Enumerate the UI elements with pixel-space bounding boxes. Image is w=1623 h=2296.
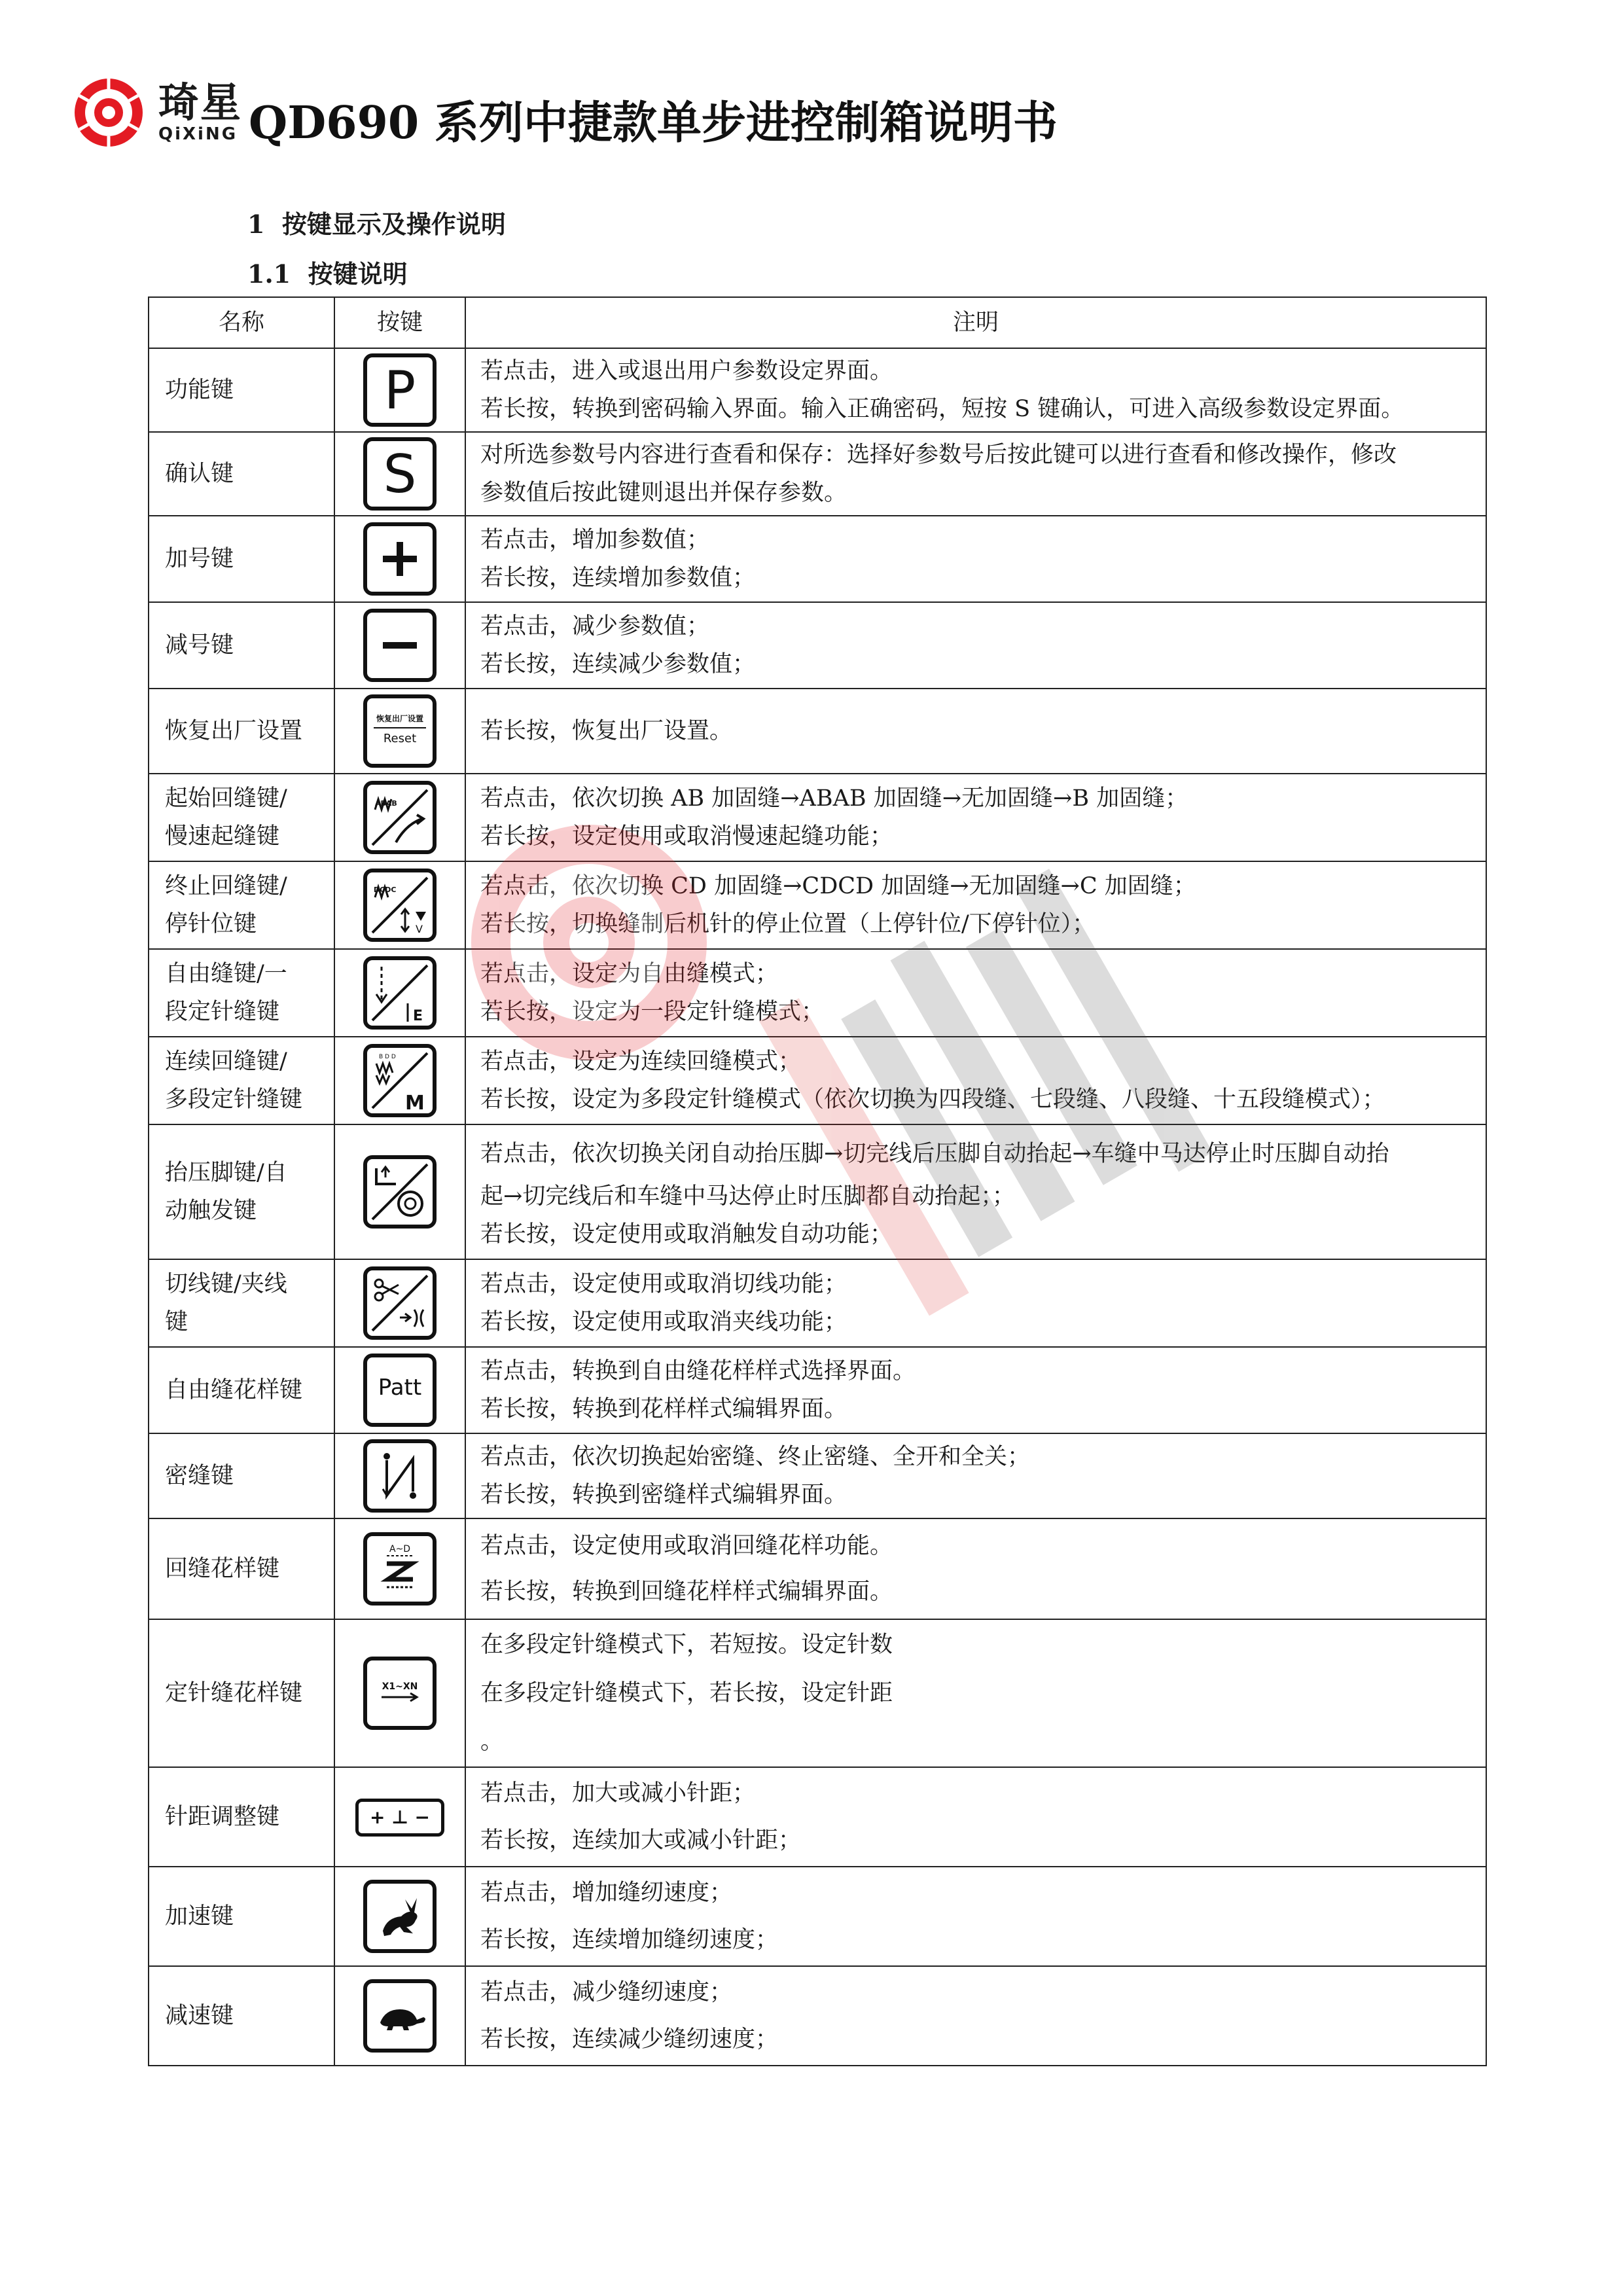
key-name: 自由缝键/一 段定针缝键 [149, 949, 334, 1037]
svg-text:X1~XN: X1~XN [382, 1681, 418, 1692]
table-row: 密缝键 若点击，依次切换起始密缝、终止密缝、全开和全关； 若长按，转换到密缝样式编辑界面。 [149, 1433, 1486, 1518]
column-header-name: 名称 [149, 297, 334, 348]
table-row: 连续回缝键/ 多段定针缝键 B D D M 若点击，设定为连续回缝模式； 若长按，设定为多段定针缝模式（依次切换为四段缝、七段缝、八段缝、十五段缝模式）； [149, 1037, 1486, 1124]
key-name: 针距调整键 [149, 1767, 334, 1867]
turtle-icon [363, 1979, 437, 2053]
pattern-key-icon: Patt [363, 1354, 437, 1427]
key-name: 抬压脚键/自 动触发键 [149, 1124, 334, 1259]
key-name: 密缝键 [149, 1433, 334, 1518]
free-sewing-icon [363, 956, 437, 1030]
table-row: 终止回缝键/ 停针位键 DCDC V 若点击，依次切换 CD 加固缝→CDCD 加固缝→无加固缝→C 加固缝； 若长按，切换缝制后机针的停止位置（上停针位/下停针位）； [149, 861, 1486, 949]
table-row: 功能键 P 若点击，进入或退出用户参数设定界面。 若长按，转换到密码输入界面。输入正确密码，短按 S 键确认，可进入高级参数设定界面。 [149, 348, 1486, 432]
table-header-row [149, 297, 1486, 348]
rabbit-icon [363, 1880, 437, 1953]
key-name: 功能键 [149, 348, 334, 432]
svg-text:E: E [413, 1008, 423, 1024]
key-name: 减号键 [149, 602, 334, 689]
table-row: 恢复出厂设置 恢复出厂设置 Reset 若长按，恢复出厂设置。 [149, 689, 1486, 774]
s-key-icon: S [363, 437, 437, 511]
p-key-icon: P [363, 353, 437, 427]
key-name: 自由缝花样键 [149, 1347, 334, 1433]
brand-name-cn: 琦星 [158, 79, 243, 126]
key-name: 加速键 [149, 1867, 334, 1966]
stitch-length-icon: + ⊥ − [355, 1799, 444, 1837]
svg-text:V: V [416, 923, 423, 935]
svg-text:M: M [405, 1092, 425, 1113]
plus-key-icon [363, 522, 437, 596]
key-name: 加号键 [149, 516, 334, 602]
subsection-heading: 1.1 按键说明 [247, 259, 408, 289]
minus-key-icon [363, 609, 437, 682]
key-name: 减速键 [149, 1966, 334, 2066]
table-row: 加号键 若点击，增加参数值； 若长按，连续增加参数值； [149, 516, 1486, 602]
column-header-notes: 注明 [465, 297, 1486, 348]
reset-key-icon: 恢复出厂设置 Reset [363, 694, 437, 768]
svg-text:A~D: A~D [389, 1544, 411, 1554]
table-row: 定针缝花样键 X1~XN 在多段定针缝模式下，若短按。设定针数 在多段定针缝模式下，若长按，设定针距 。 [149, 1619, 1486, 1767]
table-row: 减速键 若点击，减少缝纫速度； 若长按，连续减少缝纫速度； [149, 1966, 1486, 2066]
brand-name-en: QiXiNG [158, 124, 238, 144]
key-name: 定针缝花样键 [149, 1619, 334, 1767]
backtack-pattern-icon [363, 1532, 437, 1605]
continuous-backtack-icon [363, 1044, 437, 1117]
svg-text:DCDC: DCDC [374, 886, 397, 894]
table-row: 加速键 若点击，增加缝纫速度； 若长按，连续增加缝纫速度； [149, 1867, 1486, 1966]
table-row: 抬压脚键/自 动触发键 若点击，依次切换关闭自动抬压脚→切完线后压脚自动抬起→车缝中马达停止时压脚自动抬 起→切完线后和车缝中马达停止时压脚都自动抬起；； 若长按，设定使用或取消触发自动功能； [149, 1124, 1486, 1259]
section-heading: 1 按键显示及操作说明 [247, 209, 506, 239]
end-backtack-icon [363, 869, 437, 942]
fixed-stitch-pattern-icon [363, 1657, 437, 1730]
key-name: 终止回缝键/ 停针位键 [149, 861, 334, 949]
start-backtack-icon [363, 781, 437, 854]
key-name: 回缝花样键 [149, 1518, 334, 1619]
document-title: QD690 系列中捷款单步进控制箱说明书 [249, 96, 1058, 149]
table-row: 自由缝花样键 Patt 若点击，转换到自由缝花样样式选择界面。 若长按，转换到花样样式编辑界面。 [149, 1347, 1486, 1433]
key-name: 起始回缝键/ 慢速起缝键 [149, 774, 334, 861]
svg-text:B D D: B D D [379, 1054, 396, 1060]
key-name: 确认键 [149, 432, 334, 516]
key-name: 切线键/夹线 键 [149, 1259, 334, 1347]
document-header [63, 73, 1058, 152]
table-row: 减号键 若点击，减少参数值； 若长按，连续减少参数值； [149, 602, 1486, 689]
svg-text:ABAB: ABAB [375, 799, 397, 808]
table-row: 起始回缝键/ 慢速起缝键 ABAB 若点击，依次切换 AB 加固缝→ABAB 加固缝→无加固缝→B 加固缝； 若长按，设定使用或取消慢速起缝功能； [149, 774, 1486, 861]
condensed-stitch-icon [363, 1439, 437, 1513]
qixing-logo [63, 73, 154, 152]
table-row: 确认键 S 对所选参数号内容进行查看和保存：选择好参数号后按此键可以进行查看和修改操作，修改 参数值后按此键则退出并保存参数。 [149, 432, 1486, 516]
key-description-table [148, 296, 1487, 2066]
key-name: 连续回缝键/ 多段定针缝键 [149, 1037, 334, 1124]
column-header-key: 按键 [334, 297, 465, 348]
key-name: 恢复出厂设置 [149, 689, 334, 774]
table-row: 切线键/夹线 键 若点击，设定使用或取消切线功能； 若长按，设定使用或取消夹线功能； [149, 1259, 1486, 1347]
table-row: 针距调整键 + ⊥ − 若点击，加大或减小针距； 若长按，连续加大或减小针距； [149, 1767, 1486, 1867]
table-row: 自由缝键/一 段定针缝键 E 若点击，设定为自由缝模式； 若长按，设定为一段定针缝模式； [149, 949, 1486, 1037]
presser-foot-icon [363, 1155, 437, 1229]
table-row: 回缝花样键 A~D 若点击，设定使用或取消回缝花样功能。 若长按，转换到回缝花样样式编辑界面。 [149, 1518, 1486, 1619]
thread-trim-icon [363, 1266, 437, 1340]
